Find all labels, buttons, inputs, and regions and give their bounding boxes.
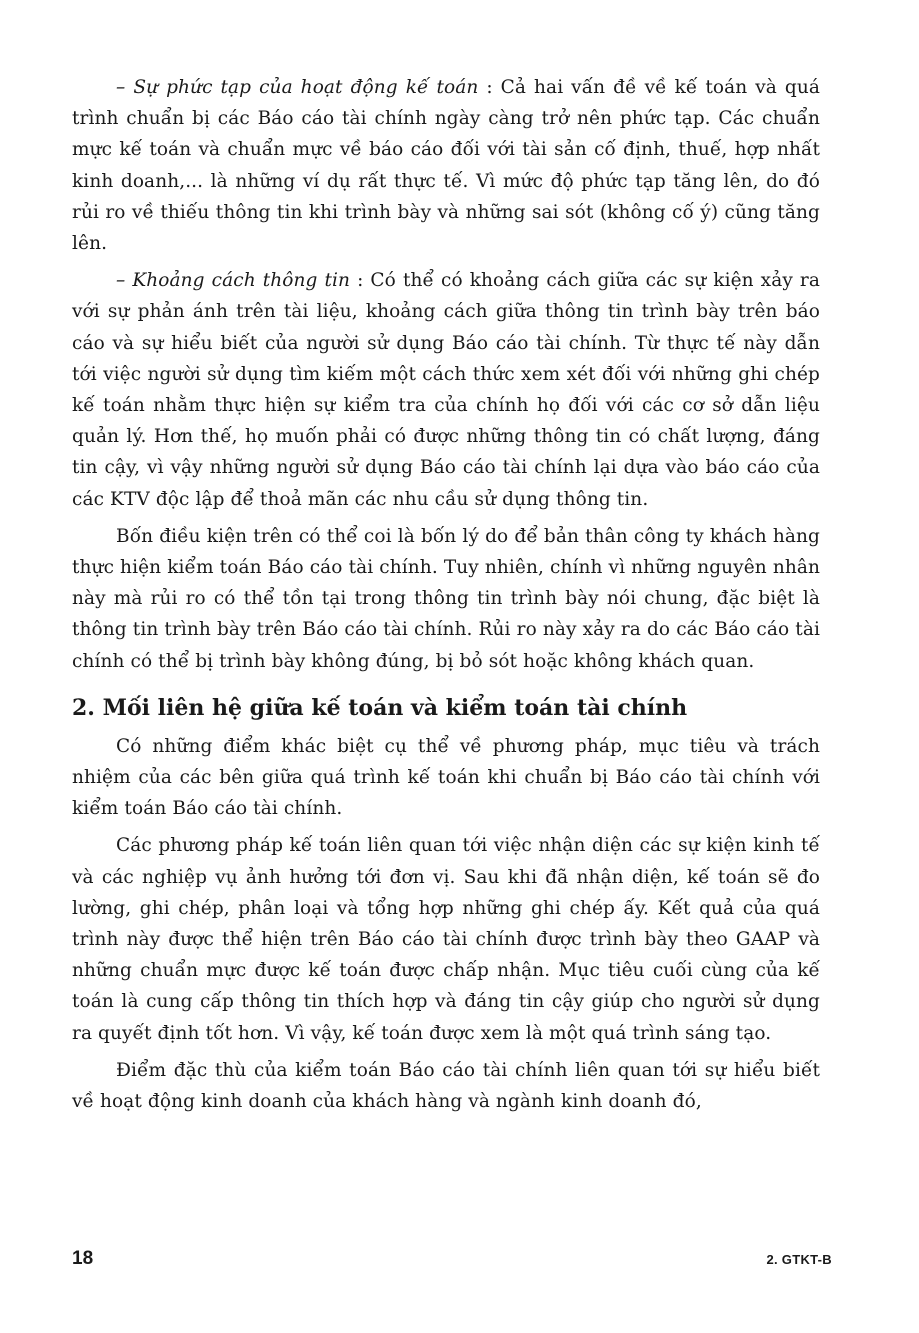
term-complexity: – Sự phức tạp của hoạt động kế toán: [116, 77, 479, 98]
paragraph-differences: Có những điểm khác biệt cụ thể về phương pháp, mục tiêu và trách nhiệm của các bên giữa quá trình kế toán khi chuẩn bị Báo cáo tài chính với kiểm toán Báo cáo tài chính.: [72, 735, 820, 820]
paragraph-information-gap-text: : Có thể có khoảng cách giữa các sự kiện xảy ra với sự phản ánh trên tài liệu, khoảng cách giữa thông tin trình bày trên báo cáo và sự hiểu biết của người sử dụng Báo cáo tài chính. Từ thực tế này dẫn tới việc người sử dụng tìm kiếm một cách thức xem xét đối với những ghi chép kế toán nhằm thực hiện sự kiểm tra của chính họ đối với các cơ sở dẫn liệu quản lý. Hơn thế, họ muốn phải có được những thông tin có chất lượng, đáng tin cậy, vì vậy những người sử dụng Báo cáo tài chính lại dựa vào báo cáo của các KTV độc lập để thoả mãn các nhu cầu sử dụng thông tin.: [72, 270, 820, 510]
term-information-gap: – Khoảng cách thông tin: [116, 270, 351, 292]
page-number: 18: [72, 1248, 94, 1269]
paragraph-complexity-text: : Cả hai vấn đề về kế toán và quá trình chuẩn bị các Báo cáo tài chính ngày càng trở nên phức tạp. Các chuẩn mực kế toán và chuẩn mực về báo cáo đối với tài sản cố định, thuế, hợp nhất kinh doanh,... là những ví dụ rất thực tế. Vì mức độ phức tạp tăng lên, do đó rủi ro về thiếu thông tin khi trình bày và những sai sót (không cố ý) cũng tăng lên.: [72, 77, 820, 255]
paragraph-audit-specifics: Điểm đặc thù của kiểm toán Báo cáo tài chính liên quan tới sự hiểu biết về hoạt động kinh doanh của khách hàng và ngành kinh doanh đó,: [72, 1059, 820, 1113]
page-body: [72, 72, 820, 1123]
section-heading: 2. Mối liên hệ giữa kế toán và kiểm toán tài chính: [72, 694, 688, 721]
paragraph-four-conditions: Bốn điều kiện trên có thể coi là bốn lý do để bản thân công ty khách hàng thực hiện kiểm toán Báo cáo tài chính. Tuy nhiên, chính vì những nguyên nhân này mà rủi ro có thể tồn tại trong thông tin trình bày nói chung, đặc biệt là thông tin trình bày trên Báo cáo tài chính. Rủi ro này xảy ra do các Báo cáo tài chính có thể bị trình bày không đúng, bị bỏ sót hoặc không khách quan.: [72, 525, 820, 672]
paragraph-information-gap: [72, 265, 820, 515]
paragraph-accounting-methods: Các phương pháp kế toán liên quan tới việc nhận diện các sự kiện kinh tế và các nghiệp vụ ảnh hưởng tới đơn vị. Sau khi đã nhận diện, kế toán sẽ đo lường, ghi chép, phân loại và tổng hợp những ghi chép ấy. Kết quả của quá trình này được thể hiện trên Báo cáo tài chính được trình bày theo GAAP và những chuẩn mực được kế toán được chấp nhận. Mục tiêu cuối cùng của kế toán là cung cấp thông tin thích hợp và đáng tin cậy giúp cho người sử dụng ra quyết định tốt hơn. Vì vậy, kế toán được xem là một quá trình sáng tạo.: [72, 835, 820, 1044]
footer-code: 2. GTKT-B: [766, 1252, 832, 1267]
paragraph-complexity: [72, 72, 820, 259]
